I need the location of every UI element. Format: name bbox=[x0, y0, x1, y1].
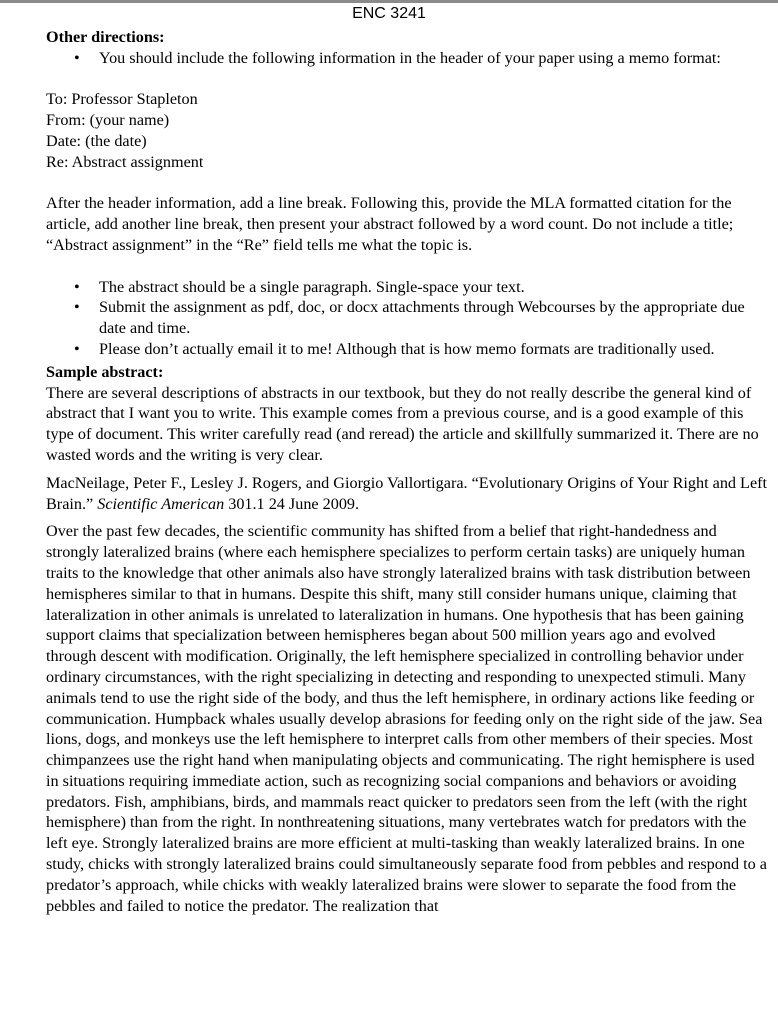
list-item bbox=[46, 277, 768, 298]
memo-re-line: Re: Abstract assignment bbox=[46, 152, 204, 171]
citation-issue-date: 301.1 24 June 2009. bbox=[224, 494, 360, 513]
spacer bbox=[46, 173, 768, 194]
memo-format-instruction: You should include the following information in the header of your paper using a memo format: bbox=[99, 48, 721, 67]
bullet-glyph: • bbox=[74, 277, 80, 296]
memo-date-line: Date: (the date) bbox=[46, 131, 147, 150]
memo-to-line: To: Professor Stapleton bbox=[46, 90, 198, 109]
document-body bbox=[46, 27, 768, 916]
bullet-glyph: • bbox=[74, 339, 80, 358]
memo-from-line: From: (your name) bbox=[46, 111, 170, 130]
list-item bbox=[46, 48, 768, 69]
sample-abstract-heading: Sample abstract: bbox=[46, 362, 164, 381]
after-header-paragraph: After the header information, add a line break. Following this, provide the MLA formatted citation for the article, add another line break, then present your abstract followed by a word count. Do not include a title; “Abstract assignment” in the “Re” field tells me what the topic is. bbox=[46, 194, 734, 254]
list-item bbox=[46, 339, 768, 360]
sample-intro-paragraph: There are several descriptions of abstracts in our textbook, but they do not really describe the general kind of abstract that I want you to write. This example comes from a previous course, and is a good example of this type of document. This writer carefully read (and reread) the article and skillfully summarized it. There are no wasted words and the writing is very clear. bbox=[46, 383, 759, 464]
requirements-bullet-list bbox=[46, 277, 768, 360]
list-item bbox=[46, 297, 768, 339]
citation-paragraph bbox=[46, 473, 768, 515]
spacer bbox=[46, 256, 768, 277]
single-paragraph-instruction: The abstract should be a single paragraph. Single-space your text. bbox=[99, 277, 525, 296]
submission-instruction: Submit the assignment as pdf, doc, or docx attachments through Webcourses by the appropriate due date and time. bbox=[99, 298, 745, 338]
intro-bullet-list bbox=[46, 48, 768, 69]
bullet-glyph: • bbox=[74, 298, 80, 317]
citation-authors-title: MacNeilage, Peter F., Lesley J. Rogers, and Giorgio Vallortigara. “Evolutionary Origins of Your Right and Left Brain.” bbox=[46, 473, 768, 513]
course-code-header: ENC 3241 bbox=[352, 5, 426, 22]
spacer bbox=[46, 69, 768, 90]
no-email-instruction: Please don’t actually email it to me! Although that is how memo formats are traditionally used. bbox=[99, 339, 715, 358]
sample-abstract-paragraph: Over the past few decades, the scientific community has shifted from a belief that right-handedness and strongly lateralized brains (where each hemisphere specializes to perform certain tasks) are uniquely human traits to the knowledge that other animals also have strongly lateralized brains with task distribution between hemispheres similar to that in humans. Despite this shift, many still consider humans unique, claiming that lateralization in other animals is unrelated to lateralization in humans. One hypothesis that has been gaining support claims that specialization between hemispheres began about 500 million years ago and evolved through descent with modification. Originally, the left hemisphere specialized in controlling behavior under ordinary circumstances, with the right specializing in detecting and responding to unexpected stimuli. Many animals tend to use the right side of the body, and thus the left hemisphere, in ordinary actions like feeding or communication. Humpback whales usually develop abrasions for feeding only on the right side of the jaw. Sea lions, dogs, and monkeys use the left hemisphere to interpret calls from other members of their species. Most chimpanzees use the right hand when manipulating objects and communicating. The right hemisphere is used in situations requiring immediate action, such as recognizing social companions and behaviors or avoiding predators. Fish, amphibians, birds, and mammals react quicker to predators seen from the left (with the right hemisphere) than from the right. In nonthreatening situations, many vertebrates watch for predators with the left eye. Strongly lateralized brains are more efficient at multi-tasking than weakly lateralized brains. In one study, chicks with strongly lateralized brains could simultaneously separate food from pebbles and respond to a predator’s approach, while chicks with weakly lateralized brains were slower to separate the food from the pebbles and failed to notice the predator. The realization that bbox=[46, 522, 767, 915]
bullet-glyph: • bbox=[74, 48, 80, 67]
top-rule bbox=[0, 0, 778, 3]
other-directions-heading: Other directions: bbox=[46, 28, 165, 46]
citation-journal: Scientific American bbox=[97, 494, 225, 513]
